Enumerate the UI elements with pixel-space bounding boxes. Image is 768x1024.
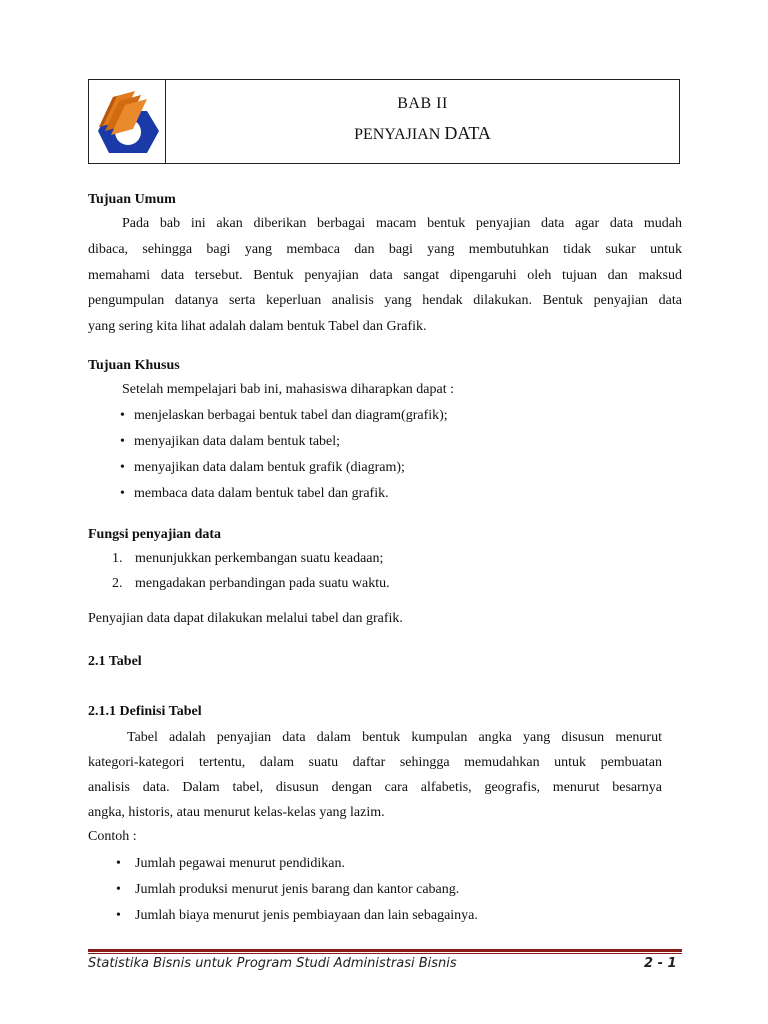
institution-logo <box>95 87 161 159</box>
chapter-title-word1: PENYAJIAN <box>354 126 441 143</box>
tujuan-umum-line: Pada bab ini akan diberikan berbagai macam bentuk penyajian data agar data mudah <box>122 216 682 231</box>
example-item: Jumlah pegawai menurut pendidikan. <box>135 856 345 871</box>
chapter-title-word2: DATA <box>444 123 491 143</box>
tujuan-umum-line: yang sering kita lihat adalah dalam bentuk Tabel dan Grafik. <box>88 319 427 334</box>
bullet-icon: • <box>120 486 125 501</box>
example-item: Jumlah biaya menurut jenis pembiayaan dan lain sebagainya. <box>135 908 478 923</box>
footer-course-title: Statistika Bisnis untuk Program Studi Administrasi Bisnis <box>88 956 457 971</box>
page-number: 2 - 1 <box>644 956 677 971</box>
section-heading: 2.1 Tabel <box>88 654 142 669</box>
tujuan-umum-line: dibaca, sehingga bagi yang membaca dan bagi yang membutuhkan tidak sukar untuk <box>88 242 682 257</box>
list-item: menjelaskan berbagai bentuk tabel dan diagram(grafik); <box>134 408 448 423</box>
footer-rule <box>88 949 682 952</box>
list-item: mengadakan perbandingan pada suatu waktu. <box>135 576 390 591</box>
title-cell <box>166 80 679 163</box>
list-item: menyajikan data dalam bentuk tabel; <box>134 434 341 449</box>
bullet-icon: • <box>116 882 121 897</box>
bullet-icon: • <box>120 408 125 423</box>
list-number: 1. <box>112 551 123 566</box>
list-item: menunjukkan perkembangan suatu keadaan; <box>135 551 384 566</box>
definition-line: angka, historis, atau menurut kelas-kelas yang lazim. <box>88 805 385 820</box>
tujuan-umum-line: memahami data tersebut. Bentuk penyajian data sangat dipengaruhi oleh tujuan dan maksud <box>88 268 682 283</box>
definition-line: Tabel adalah penyajian data dalam bentuk kumpulan angka yang disusun menurut <box>127 730 662 745</box>
list-number: 2. <box>112 576 123 591</box>
bullet-icon: • <box>120 434 125 449</box>
list-item: menyajikan data dalam bentuk grafik (diagram); <box>134 460 405 475</box>
bullet-icon: • <box>116 856 121 871</box>
bullet-icon: • <box>116 908 121 923</box>
contoh-label: Contoh : <box>88 829 137 844</box>
list-item: membaca data dalam bentuk tabel dan grafik. <box>134 486 389 501</box>
definition-line: kategori-kategori tertentu, dalam suatu daftar sehingga memudahkan untuk pembuatan <box>88 755 662 770</box>
example-item: Jumlah produksi menurut jenis barang dan kantor cabang. <box>135 882 460 897</box>
tujuan-khusus-intro: Setelah mempelajari bab ini, mahasiswa diharapkan dapat : <box>122 382 454 397</box>
bullet-icon: • <box>120 460 125 475</box>
subsection-heading: 2.1.1 Definisi Tabel <box>88 704 202 719</box>
fungsi-heading: Fungsi penyajian data <box>88 527 222 542</box>
tujuan-khusus-heading: Tujuan Khusus <box>88 358 180 373</box>
definition-line: analisis data. Dalam tabel, disusun dengan cara alfabetis, geografis, menurut besarnya <box>88 780 662 795</box>
footer-rule-thin <box>88 953 682 954</box>
chapter-title <box>166 123 679 144</box>
tujuan-umum-heading: Tujuan Umum <box>88 192 176 207</box>
fungsi-closing: Penyajian data dapat dilakukan melalui tabel dan grafik. <box>88 611 403 626</box>
chapter-number: BAB II <box>397 95 448 112</box>
tujuan-umum-line: pengumpulan datanya serta keperluan analisis yang hendak dilakukan. Bentuk penyajian data <box>88 293 682 308</box>
logo-cell <box>89 80 166 163</box>
chapter-header <box>88 79 680 164</box>
